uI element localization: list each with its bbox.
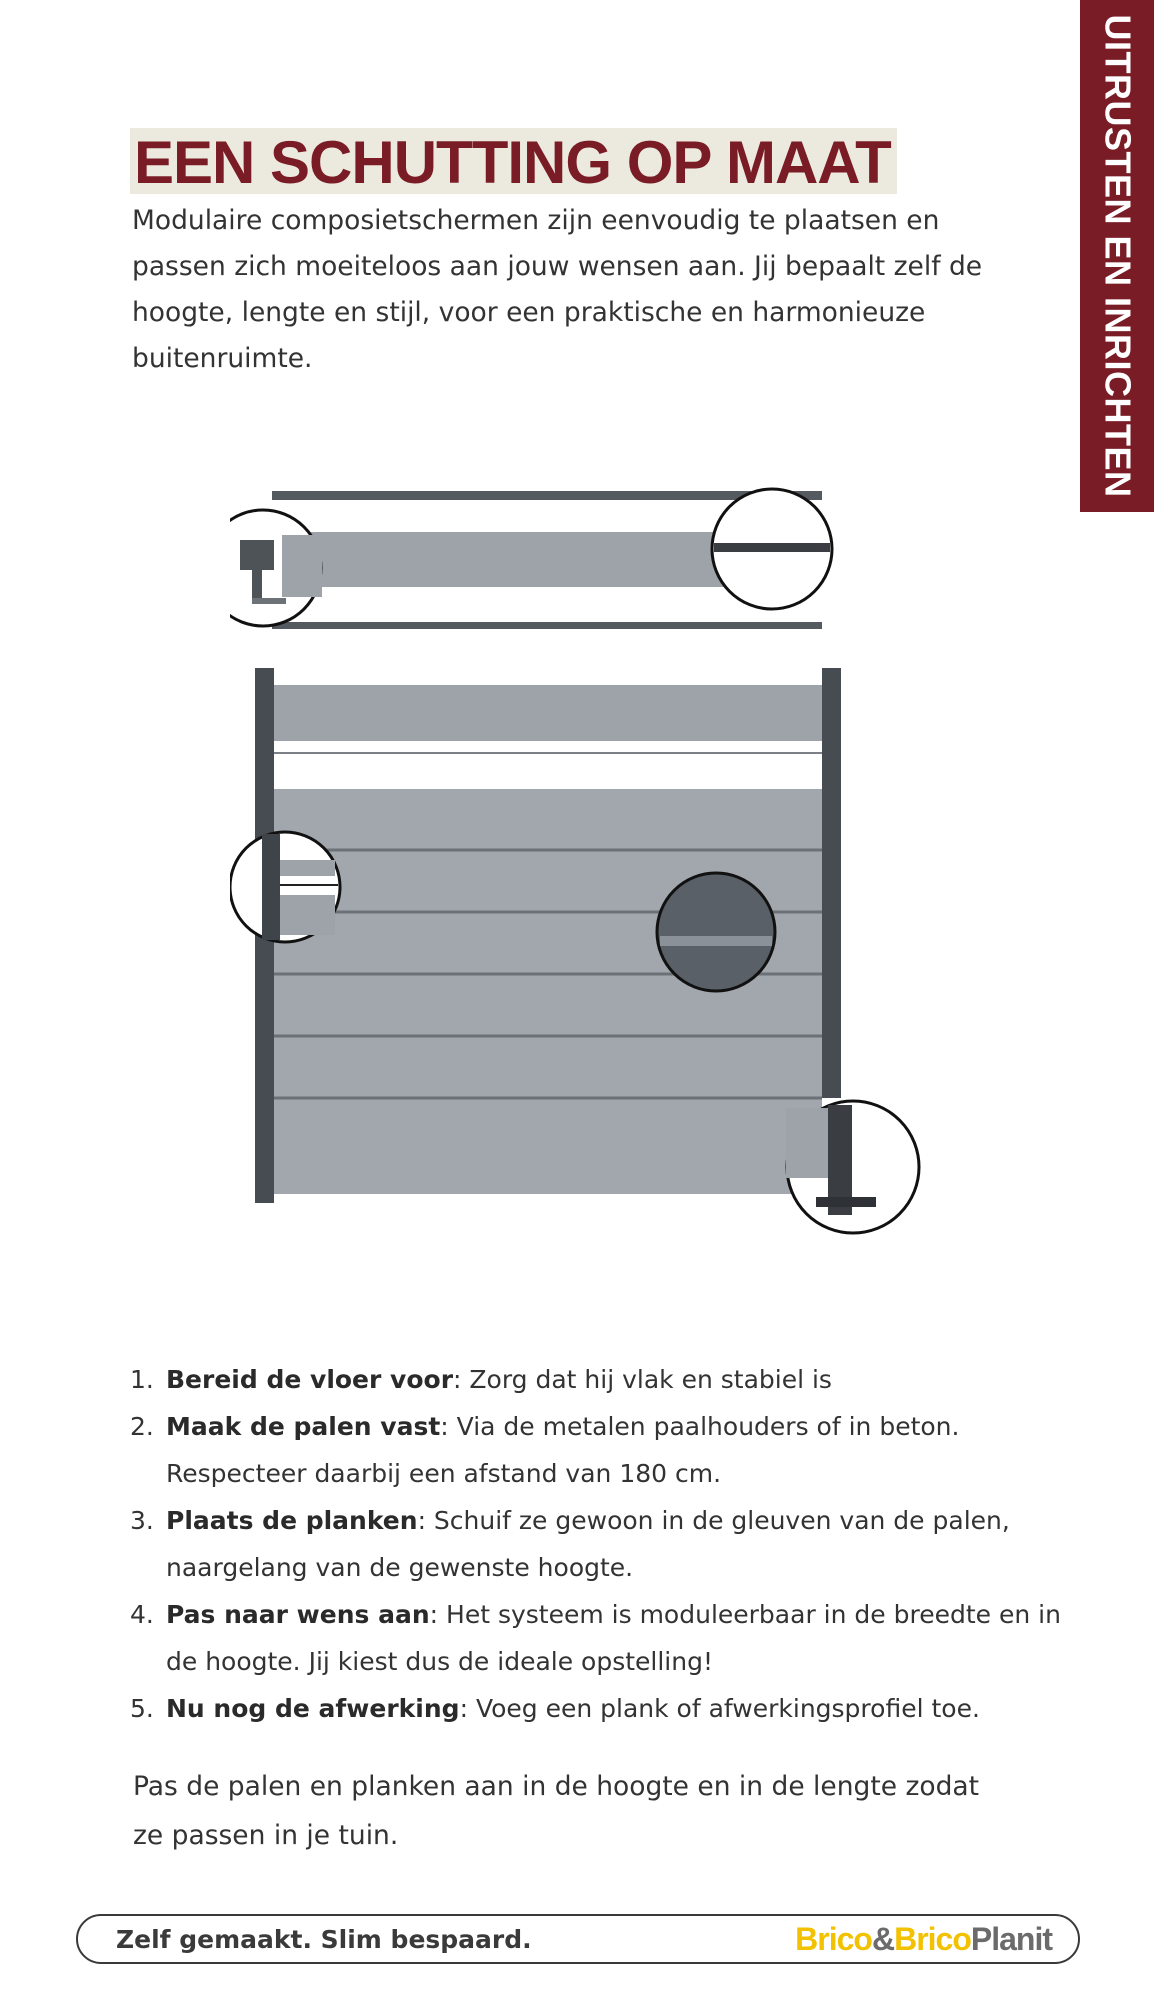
section-tab-label: UITRUSTEN EN INRICHTEN: [1097, 14, 1139, 498]
detail-post-slot: [230, 832, 340, 942]
step-item: [130, 1497, 1080, 1591]
top-panel-plank: [272, 532, 772, 587]
step-heading: Nu nog de afwerking: [166, 1694, 460, 1723]
step-text: : Voeg een plank of afwerkingsprofiel toe.: [459, 1694, 980, 1723]
step-text: : Schuif ze gewoon in de gleuven van de palen, naargelang van de gewenste hoogte.: [166, 1506, 1010, 1582]
intro-paragraph: Modulaire composietschermen zijn eenvoudig te plaatsen en passen zich moeiteloos aan jouw wensen aan. Jij bepaalt zelf de hoogte, lengte en stijl, voor een praktische en harmonieuze buitenruimte.: [132, 205, 983, 374]
step-heading: Plaats de planken: [166, 1506, 418, 1535]
step-heading: Maak de palen vast: [166, 1412, 441, 1441]
fence-illustration: [230, 480, 950, 1250]
step-item: [130, 1685, 1080, 1732]
brand-logo: Brico&BricoPlanit: [795, 1921, 1052, 1957]
detail-end-cap: [230, 510, 322, 626]
detail-board-texture: [657, 873, 775, 991]
step-item: [130, 1356, 1080, 1403]
detail-top-profile: [712, 489, 832, 609]
step-text: : Via de metalen paalhouders of in beton. Respecteer daarbij een afstand van 180 cm.: [166, 1412, 960, 1488]
step-text: : Zorg dat hij vlak en stabiel is: [453, 1365, 832, 1394]
step-item: [130, 1591, 1080, 1685]
step-heading: Bereid de vloer voor: [166, 1365, 454, 1394]
page-title: EEN SCHUTTING OP MAAT: [130, 128, 897, 194]
footer-bar: [76, 1914, 1080, 1964]
section-tab: [1080, 0, 1154, 512]
footer-slogan: Zelf gemaakt. Slim bespaard.: [116, 1925, 532, 1954]
step-text: : Het systeem is moduleerbaar in de breedte en in de hoogte. Jij kiest dus de ideale opstelling!: [166, 1600, 1061, 1676]
right-post: [822, 668, 841, 1098]
step-item: [130, 1403, 1080, 1497]
step-number: 2.: [130, 1412, 154, 1441]
step-number: 5.: [130, 1694, 154, 1723]
finishing-profile-bar: [272, 622, 822, 629]
step-number: 1.: [130, 1365, 154, 1394]
step-number: 4.: [130, 1600, 154, 1629]
instruction-steps: [130, 1356, 1080, 1732]
spacer-bar: [274, 752, 822, 754]
top-panel: [274, 685, 822, 741]
spacer-gap-lower: [274, 754, 822, 789]
step-heading: Pas naar wens aan: [166, 1600, 430, 1629]
closing-paragraph: Pas de palen en planken aan in de hoogte en in de lengte zodat ze passen in je tuin.: [133, 1771, 980, 1851]
spacer-gap: [274, 741, 822, 752]
detail-post-holder: [786, 1101, 919, 1233]
step-number: 3.: [130, 1506, 154, 1535]
